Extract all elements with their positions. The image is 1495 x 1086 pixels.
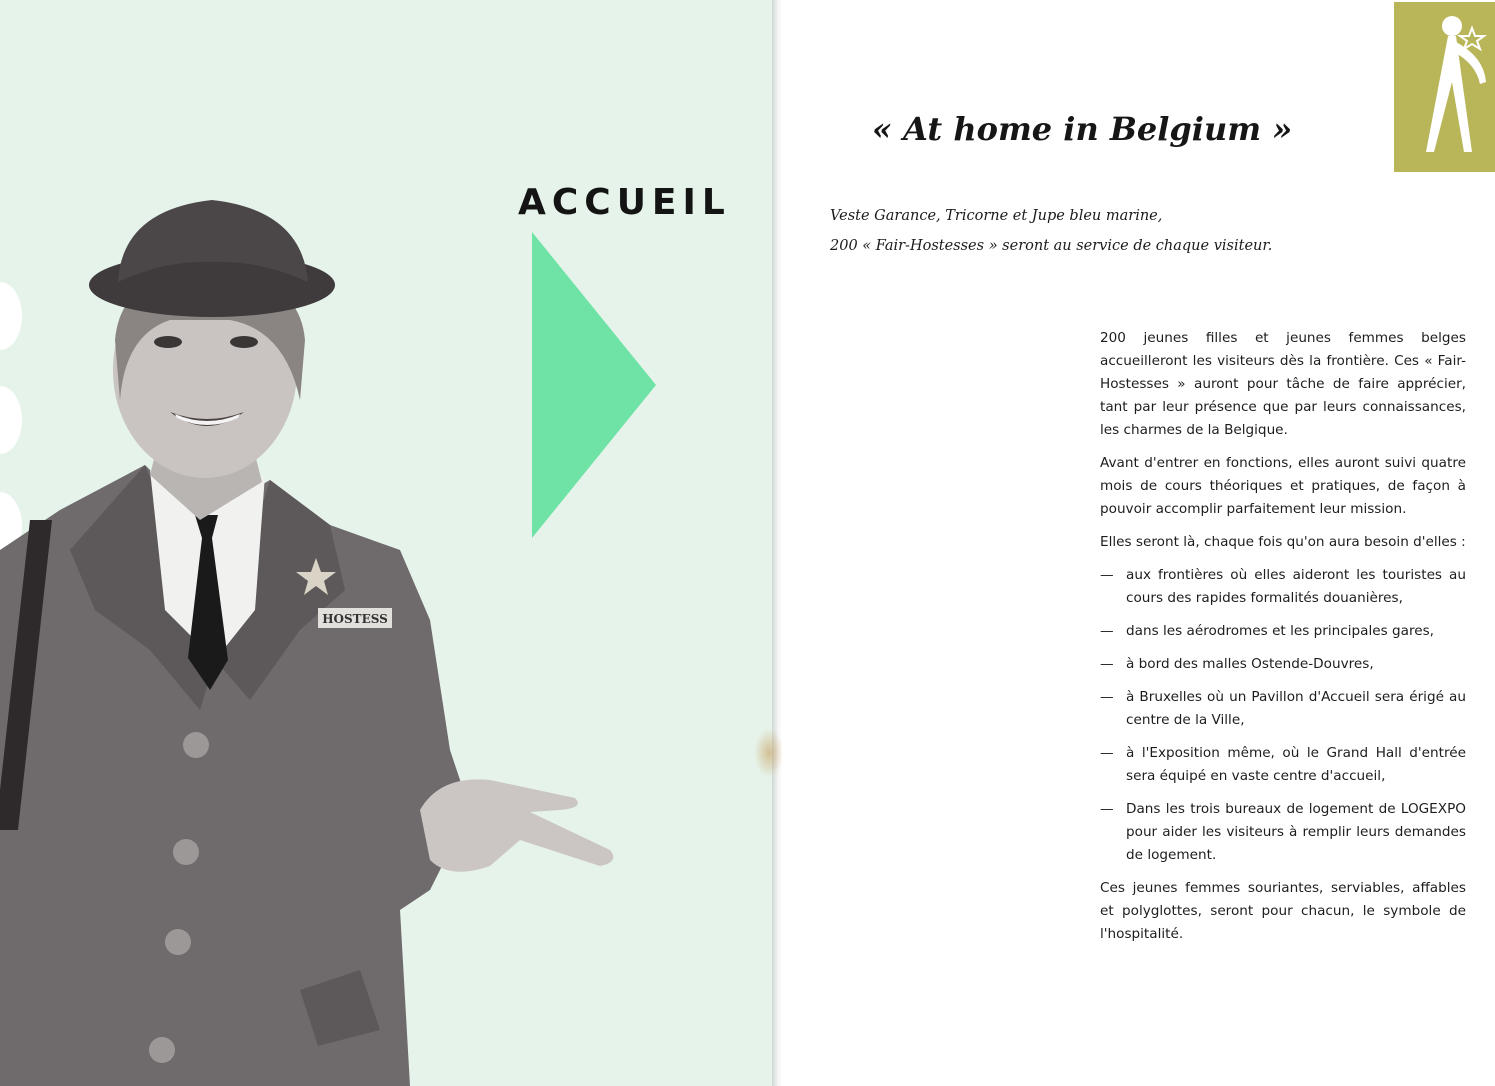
list-item	[1100, 798, 1466, 867]
dash-bullet: —	[1100, 623, 1114, 639]
right-page	[782, 0, 1495, 1086]
list-item	[1100, 564, 1466, 610]
list-item-text: Dans les trois bureaux de logement de LOGEXPO pour aider les visiteurs à remplir leurs demandes de logement.	[1126, 801, 1466, 863]
list-item	[1100, 742, 1466, 788]
paper-stain	[754, 728, 784, 778]
list-item	[1100, 686, 1466, 732]
headline: « At home in Belgium »	[872, 110, 1293, 148]
expo-logo-box	[1394, 2, 1495, 172]
list-item-text: dans les aérodromes et les principales gares,	[1126, 623, 1435, 639]
book-spine	[772, 0, 782, 1086]
dash-bullet: —	[1100, 656, 1114, 672]
accueil-title: ACCUEIL	[518, 182, 731, 223]
hostess-portrait-icon	[0, 190, 640, 1086]
dash-bullet: —	[1100, 689, 1114, 705]
paragraph: Elles seront là, chaque fois qu'on aura besoin d'elles :	[1100, 534, 1466, 550]
list-item-text: à Bruxelles où un Pavillon d'Accueil sera érigé au centre de la Ville,	[1126, 689, 1466, 728]
subhead-line: Veste Garance, Tricorne et Jupe bleu marine,	[830, 208, 1163, 224]
list-item-text: à bord des malles Ostende-Douvres,	[1126, 656, 1374, 672]
expo-58-star-figure-icon	[1394, 2, 1495, 172]
paragraph: Avant d'entrer en fonctions, elles auront suivi quatre mois de cours théoriques et pratiques, de façon à pouvoir accomplir parfaitement leur mission.	[1100, 455, 1466, 517]
dash-bullet: —	[1100, 567, 1114, 583]
location-list	[1100, 564, 1466, 867]
subhead-line: 200 « Fair-Hostesses » seront au service de chaque visiteur.	[830, 238, 1273, 254]
list-item-text: aux frontières où elles aideront les touristes au cours des rapides formalités douanières,	[1126, 567, 1466, 606]
body-column	[1100, 327, 1466, 956]
list-item	[1100, 620, 1466, 643]
dash-bullet: —	[1100, 801, 1114, 817]
list-item	[1100, 653, 1466, 676]
list-item-text: à l'Exposition même, où le Grand Hall d'entrée sera équipé en vaste centre d'accueil,	[1126, 745, 1466, 784]
paragraph: 200 jeunes filles et jeunes femmes belges accueilleront les visiteurs dès la frontière. Ces « Fair-Hostesses » auront pour tâche de faire apprécier, tant par leur présence que par leurs connaissances, les charmes de la Belgique.	[1100, 330, 1466, 438]
closing-paragraph: Ces jeunes femmes souriantes, serviables, affables et polyglottes, seront pour chacun, le symbole de l'hospitalité.	[1100, 880, 1466, 942]
dash-bullet: —	[1100, 745, 1114, 761]
hostess-badge-label: HOSTESS	[322, 612, 388, 626]
